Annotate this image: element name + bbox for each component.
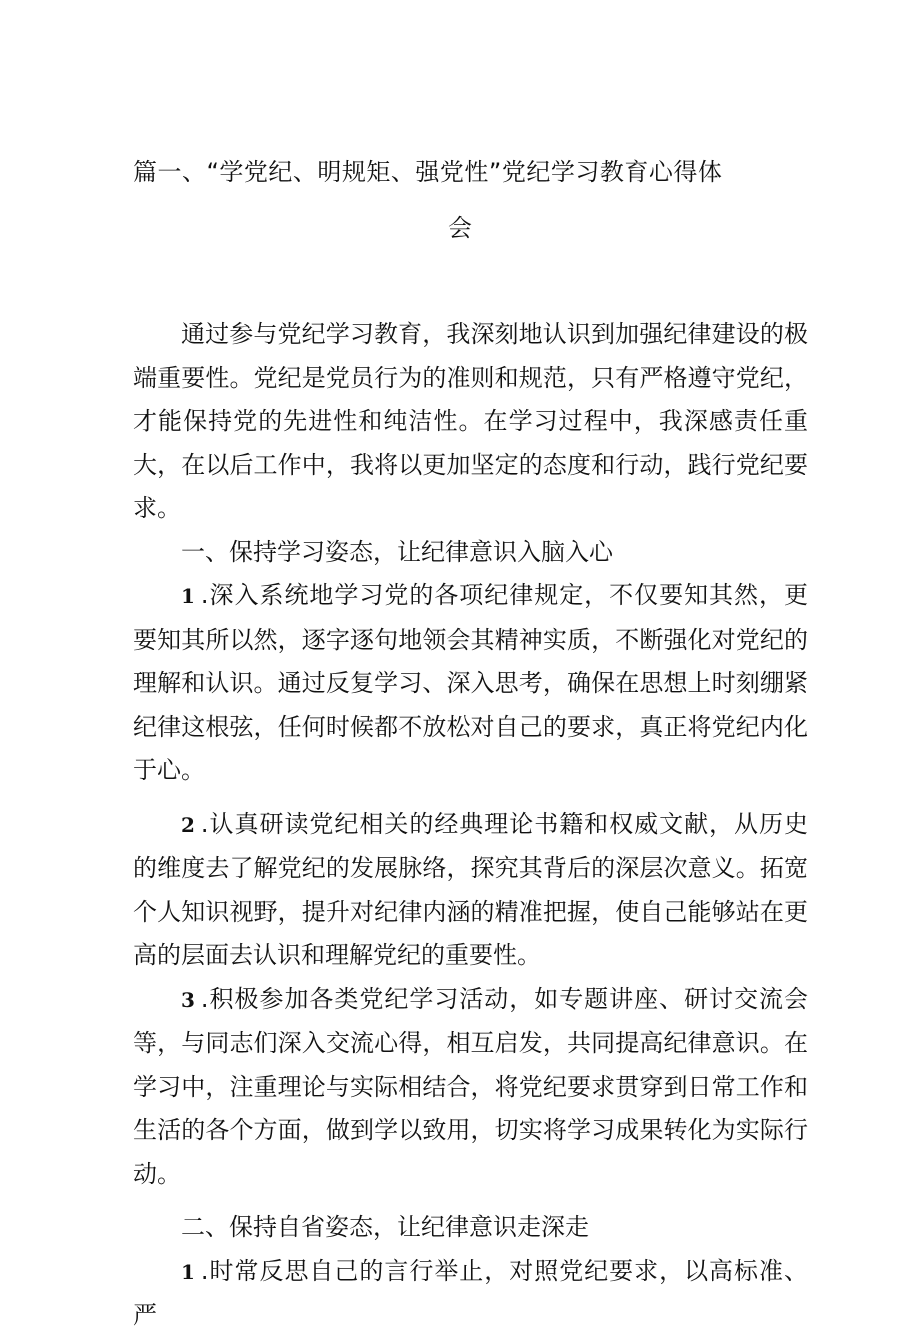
item-text: .积极参加各类党纪学习活动，如专题讲座、研讨交流会等，与同志们深入交流心得，相互启发，共同提高纪律意识。在学习中，注重理论与实际相结合，将党纪要求贯穿到日常工作和生活的各个方面，做到学以致用，切实将学习成果转化为实际行动。 — [133, 984, 808, 1188]
item-text: .时常反思自己的言行举止，对照党纪要求，以高标准、严 — [133, 1256, 808, 1329]
intro-paragraph: 通过参与党纪学习教育，我深刻地认识到加强纪律建设的极端重要性。党纪是党员行为的准则和规范，只有严格遵守党纪，才能保持党的先进性和纯洁性。在学习过程中，我深感责任重大，在以后工作中，我将以更加坚定的态度和行动，践行党纪要求。 — [133, 320, 808, 522]
item-number: 2 — [181, 812, 195, 837]
section1-item-1 — [133, 574, 808, 793]
document-title-line2: 会 — [448, 214, 472, 242]
item-text: .深入系统地学习党的各项纪律规定，不仅要知其然，更要知其所以然，逐字逐句地领会其精神实质，不断强化对党纪的理解和认识。通过反复学习、深入思考，确保在思想上时刻绷紧纪律这根弦，任何时候都不放松对自己的要求，真正将党纪内化于心。 — [133, 581, 808, 784]
item-text: .认真研读党纪相关的经典理论书籍和权威文献，从历史的维度去了解党纪的发展脉络，探究其背后的深层次意义。拓宽个人知识视野，提升对纪律内涵的精准把握，使自己能够站在更高的层面去认识和理解党纪的重要性。 — [133, 809, 808, 969]
item-number: 1 — [181, 584, 195, 608]
section2-heading: 二、保持自省姿态，让纪律意识走深走 — [181, 1213, 589, 1241]
item-number: 1 — [181, 1259, 195, 1284]
section2-item-1 — [133, 1250, 808, 1338]
item-number: 3 — [181, 987, 195, 1012]
document-title-line1: 篇一、“学党纪、明规矩、强党性”党纪学习教育心得体 — [133, 158, 723, 186]
section1-heading: 一、保持学习姿态，让纪律意识入脑入心 — [181, 537, 613, 566]
section1-item-2 — [133, 803, 808, 978]
document-body — [133, 313, 808, 1338]
section1-item-3 — [133, 978, 808, 1197]
